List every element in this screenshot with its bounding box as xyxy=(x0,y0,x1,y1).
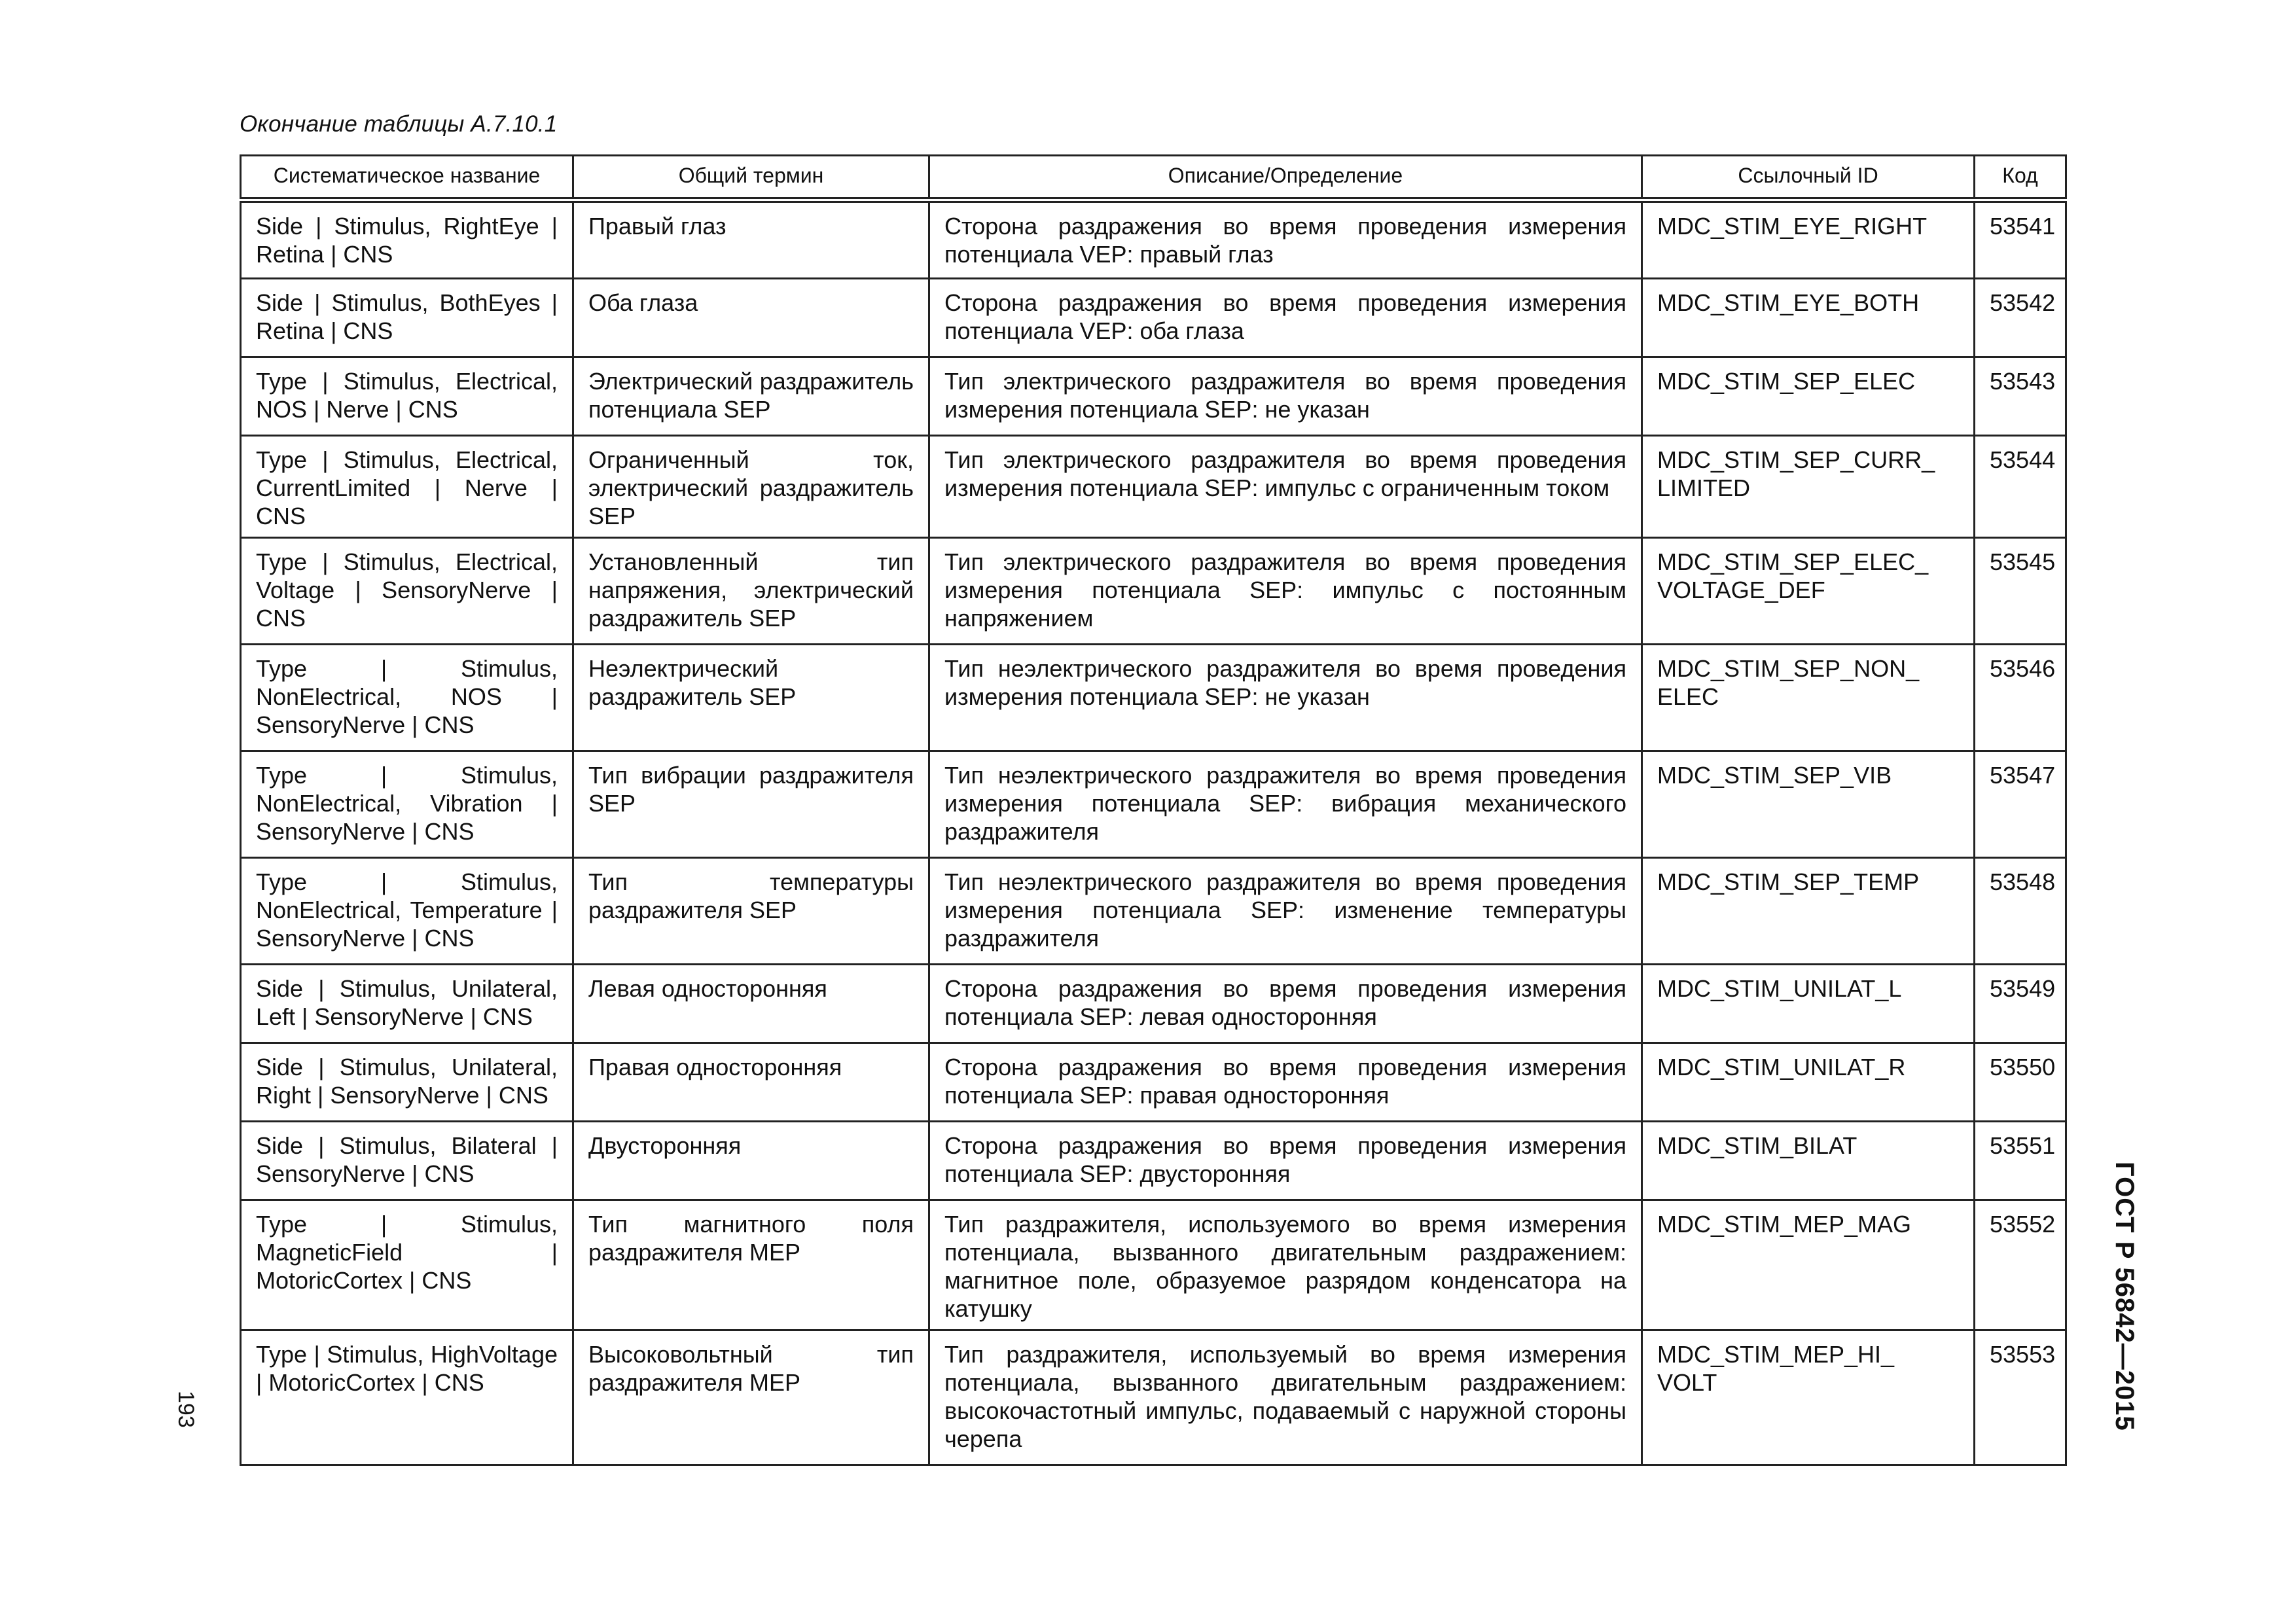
table-row xyxy=(241,200,2066,279)
description-cell: Тип неэлектрического раздражителя во время проведения измерения потенциала SEP: изменение температуры раздражителя xyxy=(929,858,1642,965)
table-row xyxy=(241,751,2066,858)
description-cell: Сторона раздражения во время проведения измерения потенциала VEP: правый глаз xyxy=(929,200,1642,279)
header-systematic-name: Систематическое название xyxy=(241,156,573,200)
code-cell: 53547 xyxy=(1975,751,2066,858)
table-row xyxy=(241,1200,2066,1330)
description-cell: Тип электрического раздражителя во время проведения измерения потенциала SEP: не указан xyxy=(929,357,1642,436)
description-cell: Тип раздражителя, используемого во время измерения потенциала, вызванного двигательным раздражением: магнитное поле, образуемое разрядом конденсатора на катушку xyxy=(929,1200,1642,1330)
general-term-cell: Оба глаза xyxy=(573,279,929,357)
header-reference-id: Ссылочный ID xyxy=(1642,156,1975,200)
reference-id-cell: MDC_STIM_BILAT xyxy=(1642,1122,1975,1200)
header-general-term: Общий термин xyxy=(573,156,929,200)
code-cell: 53549 xyxy=(1975,965,2066,1043)
code-cell: 53546 xyxy=(1975,645,2066,751)
description-cell: Сторона раздражения во время проведения измерения потенциала SEP: двусторонняя xyxy=(929,1122,1642,1200)
code-cell: 53542 xyxy=(1975,279,2066,357)
table-row xyxy=(241,965,2066,1043)
systematic-name-cell: Side | Stimulus, RightEye | Retina | CNS xyxy=(241,200,573,279)
description-cell: Сторона раздражения во время проведения измерения потенциала SEP: левая односторонняя xyxy=(929,965,1642,1043)
reference-id-cell: MDC_STIM_MEP_MAG xyxy=(1642,1200,1975,1330)
description-cell: Тип электрического раздражителя во время проведения измерения потенциала SEP: импульс с ограниченным током xyxy=(929,436,1642,538)
general-term-cell: Тип температуры раздражителя SEP xyxy=(573,858,929,965)
reference-id-cell: MDC_STIM_SEP_CURR_ LIMITED xyxy=(1642,436,1975,538)
general-term-cell: Установленный тип напряжения, электрический раздражитель SEP xyxy=(573,538,929,645)
reference-id-cell: MDC_STIM_UNILAT_L xyxy=(1642,965,1975,1043)
reference-id-cell: MDC_STIM_UNILAT_R xyxy=(1642,1043,1975,1122)
systematic-name-cell: Type | Stimulus, NonElectrical, Vibration | SensoryNerve | CNS xyxy=(241,751,573,858)
systematic-name-cell: Type | Stimulus, Electrical, CurrentLimited | Nerve | CNS xyxy=(241,436,573,538)
code-cell: 53544 xyxy=(1975,436,2066,538)
description-cell: Тип неэлектрического раздражителя во время проведения измерения потенциала SEP: вибрация механического раздражителя xyxy=(929,751,1642,858)
description-cell: Тип электрического раздражителя во время проведения измерения потенциала SEP: импульс с постоянным напряжением xyxy=(929,538,1642,645)
description-cell: Сторона раздражения во время проведения измерения потенциала SEP: правая односторонняя xyxy=(929,1043,1642,1122)
code-cell: 53545 xyxy=(1975,538,2066,645)
table-header-row xyxy=(241,156,2066,200)
header-description: Описание/Определение xyxy=(929,156,1642,200)
header-code: Код xyxy=(1975,156,2066,200)
table-row xyxy=(241,1043,2066,1122)
description-cell: Тип раздражителя, используемый во время измерения потенциала, вызванного двигательным раздражением: высокочастотный импульс, подаваемый с наружной стороны черепа xyxy=(929,1330,1642,1465)
general-term-cell: Левая односторонняя xyxy=(573,965,929,1043)
code-cell: 53551 xyxy=(1975,1122,2066,1200)
table-row xyxy=(241,858,2066,965)
systematic-name-cell: Type | Stimulus, NonElectrical, Temperature | SensoryNerve | CNS xyxy=(241,858,573,965)
table-row xyxy=(241,538,2066,645)
table-row xyxy=(241,1330,2066,1465)
table-row xyxy=(241,1122,2066,1200)
table-row xyxy=(241,645,2066,751)
systematic-name-cell: Type | Stimulus, MagneticField | MotoricCortex | CNS xyxy=(241,1200,573,1330)
systematic-name-cell: Type | Stimulus, Electrical, Voltage | SensoryNerve | CNS xyxy=(241,538,573,645)
reference-id-cell: MDC_STIM_SEP_NON_ ELEC xyxy=(1642,645,1975,751)
code-cell: 53541 xyxy=(1975,200,2066,279)
reference-id-cell: MDC_STIM_SEP_ELEC_ VOLTAGE_DEF xyxy=(1642,538,1975,645)
description-cell: Сторона раздражения во время проведения измерения потенциала VEP: оба глаза xyxy=(929,279,1642,357)
systematic-name-cell: Type | Stimulus, HighVoltage | MotoricCortex | CNS xyxy=(241,1330,573,1465)
page-number: 193 xyxy=(173,1391,198,1428)
code-cell: 53552 xyxy=(1975,1200,2066,1330)
general-term-cell: Правая односторонняя xyxy=(573,1043,929,1122)
reference-id-cell: MDC_STIM_SEP_VIB xyxy=(1642,751,1975,858)
document-title: ГОСТ Р 56842—2015 xyxy=(2110,1162,2139,1431)
systematic-name-cell: Side | Stimulus, BothEyes | Retina | CNS xyxy=(241,279,573,357)
reference-id-cell: MDC_STIM_EYE_BOTH xyxy=(1642,279,1975,357)
general-term-cell: Электрический раздражитель потенциала SEP xyxy=(573,357,929,436)
general-term-cell: Высоковольтный тип раздражителя MEP xyxy=(573,1330,929,1465)
general-term-cell: Двусторонняя xyxy=(573,1122,929,1200)
systematic-name-cell: Side | Stimulus, Bilateral | SensoryNerve | CNS xyxy=(241,1122,573,1200)
general-term-cell: Тип магнитного поля раздражителя MEP xyxy=(573,1200,929,1330)
systematic-name-cell: Side | Stimulus, Unilateral, Right | SensoryNerve | CNS xyxy=(241,1043,573,1122)
systematic-name-cell: Type | Stimulus, NonElectrical, NOS | SensoryNerve | CNS xyxy=(241,645,573,751)
general-term-cell: Ограниченный ток, электрический раздражитель SEP xyxy=(573,436,929,538)
general-term-cell: Правый глаз xyxy=(573,200,929,279)
table-row xyxy=(241,279,2066,357)
description-cell: Тип неэлектрического раздражителя во время проведения измерения потенциала SEP: не указан xyxy=(929,645,1642,751)
table-row xyxy=(241,436,2066,538)
general-term-cell: Тип вибрации раздражителя SEP xyxy=(573,751,929,858)
systematic-name-cell: Side | Stimulus, Unilateral, Left | SensoryNerve | CNS xyxy=(241,965,573,1043)
terms-table xyxy=(240,154,2067,1466)
reference-id-cell: MDC_STIM_EYE_RIGHT xyxy=(1642,200,1975,279)
code-cell: 53550 xyxy=(1975,1043,2066,1122)
reference-id-cell: MDC_STIM_MEP_HI_ VOLT xyxy=(1642,1330,1975,1465)
table-caption: Окончание таблицы А.7.10.1 xyxy=(240,111,558,137)
reference-id-cell: MDC_STIM_SEP_ELEC xyxy=(1642,357,1975,436)
code-cell: 53553 xyxy=(1975,1330,2066,1465)
table-row xyxy=(241,357,2066,436)
reference-id-cell: MDC_STIM_SEP_TEMP xyxy=(1642,858,1975,965)
systematic-name-cell: Type | Stimulus, Electrical, NOS | Nerve | CNS xyxy=(241,357,573,436)
code-cell: 53548 xyxy=(1975,858,2066,965)
code-cell: 53543 xyxy=(1975,357,2066,436)
general-term-cell: Неэлектрический раздражитель SEP xyxy=(573,645,929,751)
